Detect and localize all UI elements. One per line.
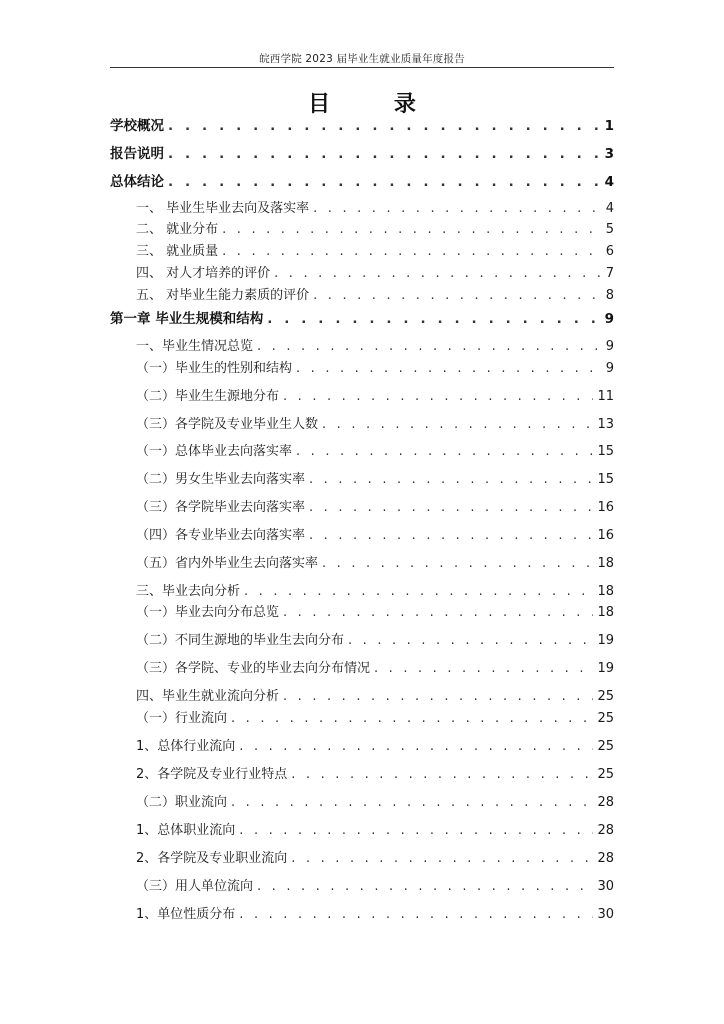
dot-leader — [239, 907, 593, 923]
toc-entry[interactable] — [110, 118, 614, 134]
toc-entry[interactable] — [110, 311, 614, 327]
dot-leader — [283, 389, 593, 405]
dot-leader — [274, 266, 602, 282]
toc-entry[interactable] — [136, 500, 614, 516]
toc-page-number: 16 — [597, 500, 614, 515]
toc-entry[interactable] — [136, 201, 614, 217]
toc-entry[interactable] — [136, 767, 614, 783]
toc-page-number: 9 — [605, 339, 614, 354]
dot-leader — [257, 879, 593, 895]
toc-page-number: 18 — [597, 584, 614, 599]
toc-entry[interactable] — [136, 605, 614, 621]
toc-entry-label: （二）职业流向 — [136, 795, 228, 810]
toc-entry-label: 一、毕业生情况总览 — [136, 339, 254, 354]
toc-entry[interactable] — [136, 795, 614, 811]
toc-page-number: 30 — [597, 879, 614, 894]
toc-entry[interactable] — [136, 851, 614, 867]
dot-leader — [322, 417, 593, 433]
toc-entry-label: 第一章 毕业生规模和结构 — [110, 311, 264, 327]
dot-leader — [309, 528, 593, 544]
toc-entry[interactable] — [136, 244, 614, 260]
toc-page-number: 15 — [597, 472, 614, 487]
toc-entry-label: 学校概况 — [110, 118, 164, 134]
toc-entry[interactable] — [136, 389, 614, 405]
toc-page-number: 11 — [597, 389, 614, 404]
toc-entry[interactable] — [136, 689, 614, 705]
toc-entry[interactable] — [136, 222, 614, 238]
toc-page-number: 25 — [597, 739, 614, 754]
toc-entry[interactable] — [136, 417, 614, 433]
dot-leader — [222, 222, 602, 238]
toc-entry-label: （一）总体毕业去向落实率 — [136, 444, 293, 459]
dot-leader — [296, 444, 593, 460]
toc-entry[interactable] — [136, 339, 614, 355]
toc-entry-label: 一、 毕业生毕业去向及落实率 — [136, 201, 310, 216]
toc-entry-label: 2、各学院及专业行业特点 — [136, 767, 288, 782]
toc-entry-label: （一）毕业去向分布总览 — [136, 605, 280, 620]
dot-leader — [168, 146, 601, 162]
dot-leader — [239, 823, 593, 839]
toc-page-number: 9 — [605, 361, 614, 376]
dot-leader — [267, 311, 600, 327]
toc-entry-label: 二、 就业分布 — [136, 222, 219, 237]
toc-entry[interactable] — [110, 174, 614, 190]
toc-entry-label: （二）不同生源地的毕业生去向分布 — [136, 633, 345, 648]
toc-page-number: 4 — [604, 174, 614, 190]
toc-entry[interactable] — [136, 739, 614, 755]
toc-entry-label: （三）各学院、专业的毕业去向分布情况 — [136, 661, 371, 676]
dot-leader — [374, 661, 593, 677]
toc-entry[interactable] — [136, 556, 614, 572]
dot-leader — [291, 767, 593, 783]
toc-entry-label: 三、 就业质量 — [136, 244, 219, 259]
toc-entry-label: （三）各学院毕业去向落实率 — [136, 500, 306, 515]
dot-leader — [309, 472, 593, 488]
toc-page-number: 30 — [597, 907, 614, 922]
toc-entry-label: 1、总体职业流向 — [136, 823, 236, 838]
toc-entry-label: 1、总体行业流向 — [136, 739, 236, 754]
toc-entry-label: 总体结论 — [110, 174, 164, 190]
toc-entry-label: （四）各专业毕业去向落实率 — [136, 528, 306, 543]
toc-entry-label: （一）毕业生的性别和结构 — [136, 361, 293, 376]
toc-entry[interactable] — [136, 661, 614, 677]
toc-entry-label: （二）男女生毕业去向落实率 — [136, 472, 306, 487]
toc-page-number: 16 — [597, 528, 614, 543]
toc-entry[interactable] — [136, 823, 614, 839]
toc-entry-label: 1、单位性质分布 — [136, 907, 236, 922]
dot-leader — [222, 244, 602, 260]
toc-page-number: 19 — [597, 633, 614, 648]
toc-page-number: 13 — [597, 417, 614, 432]
toc-entry[interactable] — [136, 584, 614, 600]
dot-leader — [296, 361, 602, 377]
dot-leader — [283, 689, 593, 705]
dot-leader — [348, 633, 593, 649]
toc-entry-label: 四、毕业生就业流向分析 — [136, 689, 280, 704]
toc-entry-label: 四、 对人才培养的评价 — [136, 266, 271, 281]
dot-leader — [283, 605, 593, 621]
dot-leader — [313, 201, 602, 217]
toc-entry[interactable] — [136, 444, 614, 460]
toc-entry-label: （三）用人单位流向 — [136, 879, 254, 894]
toc-page-number: 25 — [597, 689, 614, 704]
toc-page-number: 7 — [605, 266, 614, 281]
toc-entry-label: （五）省内外毕业生去向落实率 — [136, 556, 319, 571]
dot-leader — [168, 174, 601, 190]
toc-page-number: 5 — [605, 222, 614, 237]
toc-page-number: 8 — [605, 288, 614, 303]
dot-leader — [168, 118, 601, 134]
toc-entry[interactable] — [136, 528, 614, 544]
toc-entry[interactable] — [136, 633, 614, 649]
toc-page-number: 25 — [597, 767, 614, 782]
toc-page-number: 4 — [605, 201, 614, 216]
toc-page-number: 25 — [597, 711, 614, 726]
toc-entry-label: 2、各学院及专业职业流向 — [136, 851, 288, 866]
toc-entry[interactable] — [136, 879, 614, 895]
toc-entry[interactable] — [136, 711, 614, 727]
dot-leader — [244, 584, 593, 600]
toc-page-number: 15 — [597, 444, 614, 459]
toc-entry[interactable] — [110, 146, 614, 162]
toc-entry[interactable] — [136, 907, 614, 923]
running-header: 皖西学院 2023 届毕业生就业质量年度报告 — [259, 53, 465, 65]
toc-entry[interactable] — [136, 361, 614, 377]
toc-page-number: 19 — [597, 661, 614, 676]
dot-leader — [291, 851, 593, 867]
toc-page-number: 9 — [604, 311, 614, 327]
dot-leader — [313, 288, 602, 304]
toc-entry-label: 三、毕业去向分析 — [136, 584, 241, 599]
dot-leader — [231, 711, 593, 727]
toc-entry-label: 报告说明 — [110, 146, 164, 162]
dot-leader — [309, 500, 593, 516]
toc-page-number: 18 — [597, 556, 614, 571]
toc-page-number: 6 — [605, 244, 614, 259]
toc-entry-label: （一）行业流向 — [136, 711, 228, 726]
toc-page-number: 18 — [597, 605, 614, 620]
toc-entry[interactable] — [136, 266, 614, 282]
toc-entry-label: 五、 对毕业生能力素质的评价 — [136, 288, 310, 303]
toc-page-number: 28 — [597, 795, 614, 810]
dot-leader — [322, 556, 593, 572]
toc-page-number: 3 — [604, 146, 614, 162]
toc-entry-label: （三）各学院及专业毕业生人数 — [136, 417, 319, 432]
toc-page-number: 28 — [597, 823, 614, 838]
toc-entry-label: （二）毕业生生源地分布 — [136, 389, 280, 404]
toc-page-number: 28 — [597, 851, 614, 866]
toc-page-number: 1 — [604, 118, 614, 134]
toc-title: 目 录 — [308, 92, 444, 117]
dot-leader — [239, 739, 593, 755]
toc-entry[interactable] — [136, 472, 614, 488]
dot-leader — [257, 339, 602, 355]
toc-entry[interactable] — [136, 288, 614, 304]
dot-leader — [231, 795, 593, 811]
